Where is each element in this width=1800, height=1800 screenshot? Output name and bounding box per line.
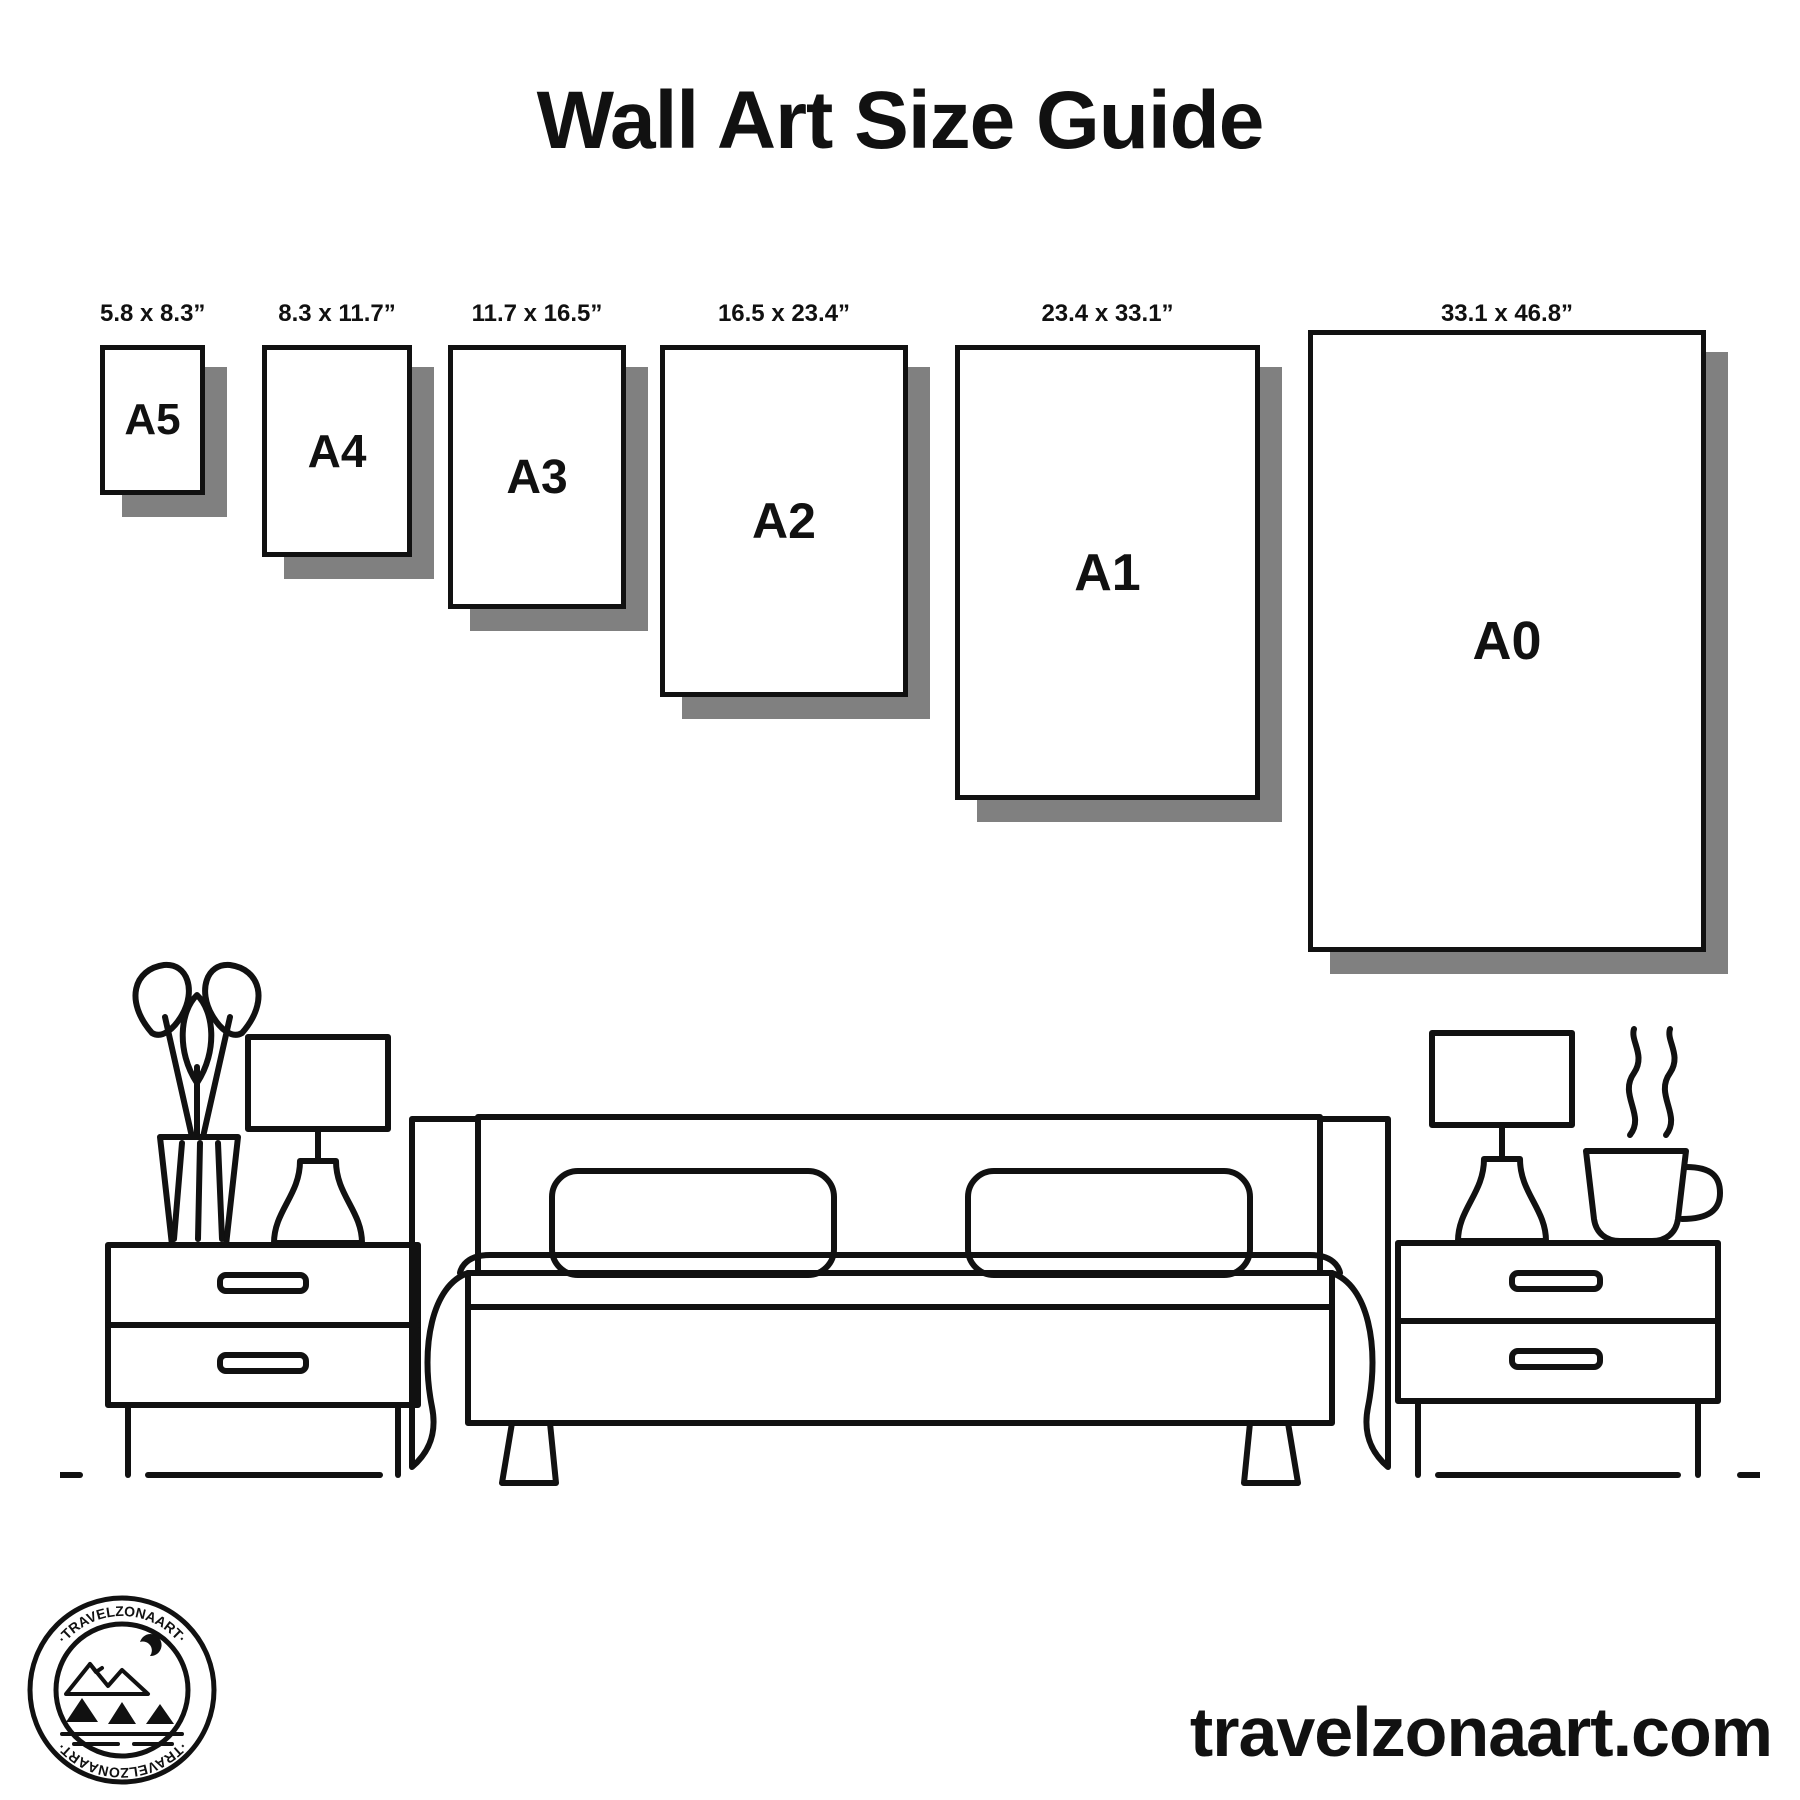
- frame-size-label: A3: [506, 450, 568, 504]
- frame-size-label: A4: [307, 425, 367, 477]
- lamp-right-icon: [1432, 1033, 1572, 1241]
- bedroom-illustration: [60, 955, 1760, 1515]
- logo-text-top: ·TRAVELZONAART·: [54, 1602, 190, 1646]
- plant-icon: [135, 965, 258, 1245]
- brand-logo: [22, 1590, 222, 1790]
- frame-dimension-label: 16.5 x 23.4”: [717, 300, 851, 327]
- lamp-left-icon: [248, 1037, 388, 1243]
- frame-a3[interactable]: [448, 345, 626, 609]
- frame-dimension-label: 11.7 x 16.5”: [471, 300, 603, 327]
- frame-dimension-label: 33.1 x 46.8”: [1440, 300, 1574, 327]
- frame-a2[interactable]: [660, 345, 908, 697]
- website-url: travelzonaart.com: [1189, 1693, 1772, 1771]
- frame-size-label: A1: [1074, 543, 1141, 602]
- nightstand-right-icon: [1398, 1243, 1760, 1475]
- frame-size-label: A0: [1472, 611, 1542, 671]
- nightstand-left-icon: [60, 1245, 418, 1475]
- page-title: Wall Art Size Guide: [536, 75, 1264, 166]
- logo-text-bottom: ·TRAVELZONAART·: [53, 1739, 191, 1782]
- frame-size-label: A5: [124, 395, 181, 444]
- frame-dimension-label: 5.8 x 8.3”: [100, 300, 206, 327]
- frame-a1[interactable]: [955, 345, 1260, 800]
- frame-a5[interactable]: [100, 345, 205, 495]
- frame-a4[interactable]: [262, 345, 412, 557]
- frame-dimension-label: 8.3 x 11.7”: [278, 300, 396, 327]
- frame-a0[interactable]: [1308, 330, 1706, 952]
- bed-icon: [412, 1117, 1388, 1483]
- frame-size-label: A2: [752, 493, 816, 549]
- frame-dimension-label: 23.4 x 33.1”: [1041, 300, 1174, 327]
- coffee-cup-icon: [1586, 1029, 1720, 1241]
